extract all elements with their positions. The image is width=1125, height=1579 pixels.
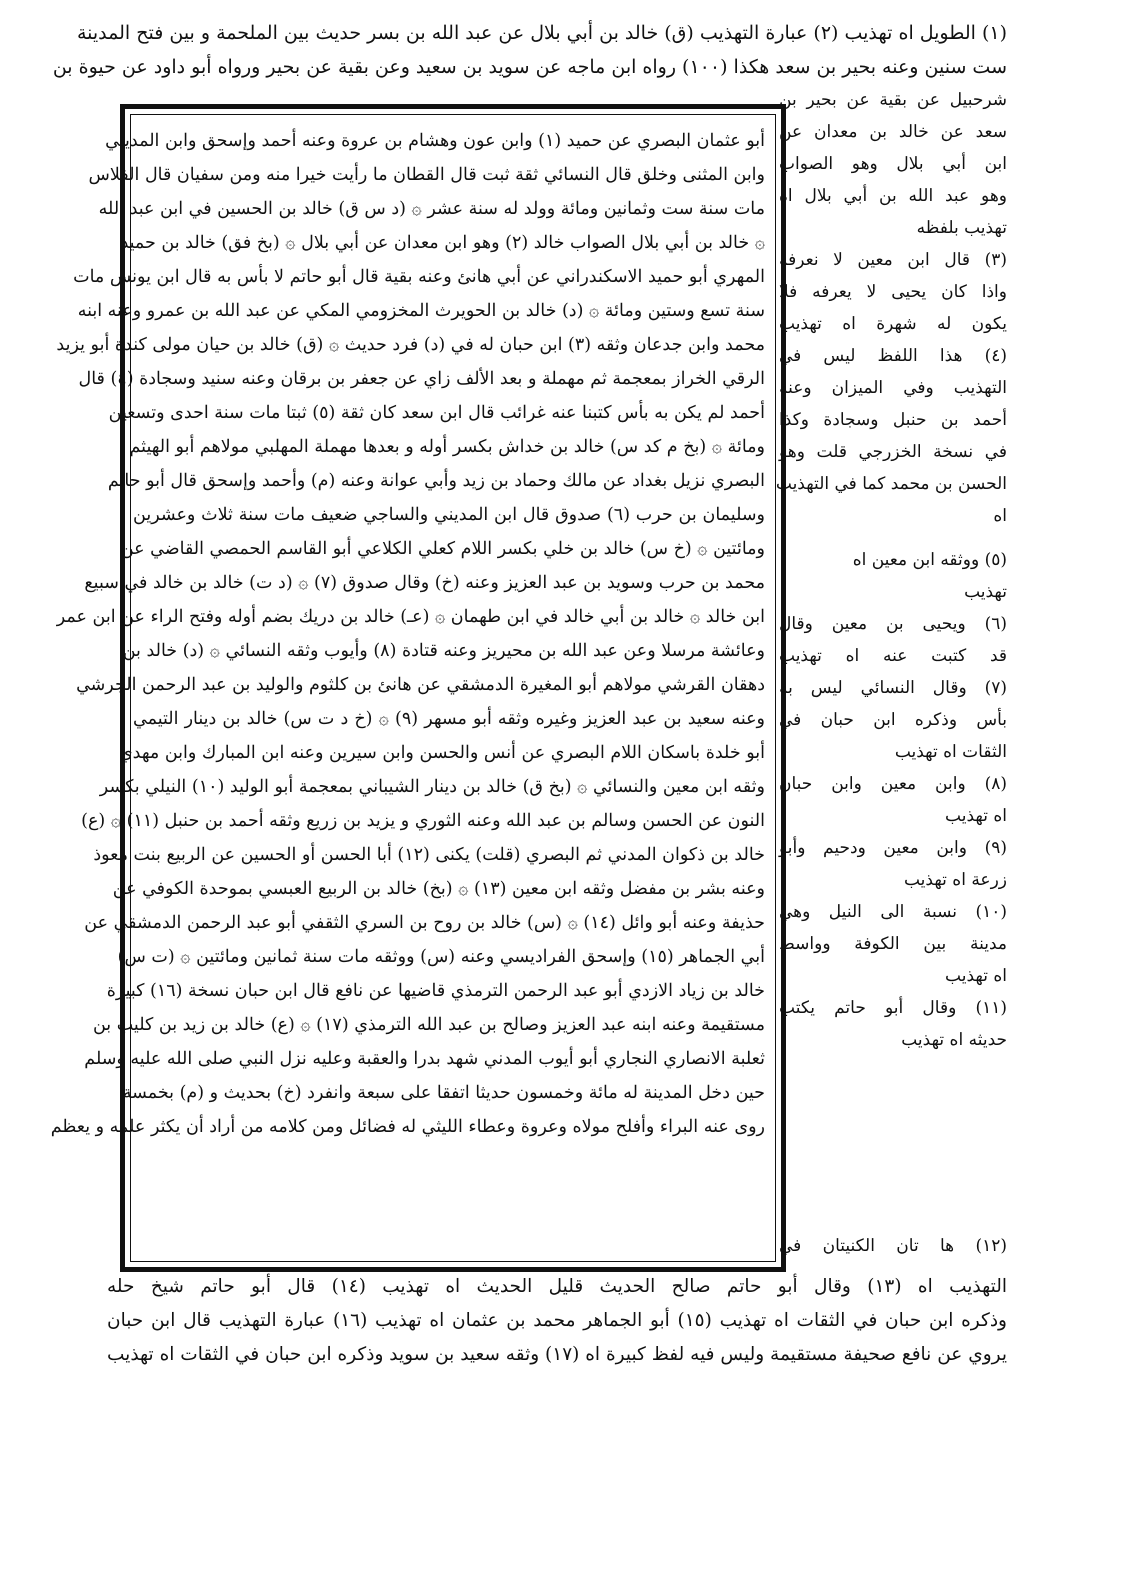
main-line: أبو عثمان البصري عن حميد (١) وابن عون وهشام بن عروة وعنه أحمد وإسحق وابن المديني	[105, 131, 765, 151]
side-note-line: حديثه اه تهذيب	[901, 1030, 1007, 1050]
side-note-line: تهذيب	[964, 582, 1007, 602]
main-line: الرقي الخراز بمعجمة ثم مهملة و بعد الألف زاي عن جعفر بن برقان وعنه سنيد وسجادة (٤) قال	[78, 369, 765, 389]
main-line: أحمد لم يكن به بأس كتبنا عنه غرائب قال ابن سعد كان ثقة (٥) ثبتا مات سنة احدى وتسعين	[108, 403, 765, 423]
main-line: وعنه سعيد بن عبد العزيز وغيره وثقه أبو مسهر (٩) ۞ (خ د ت س) خالد بن دينار التيمي	[133, 709, 765, 729]
main-line: خالد بن ذكوان المدني ثم البصري (قلت) يكنى (١٢) أبا الحسن أو الحسين عن الربيع بنت معوذ	[93, 845, 765, 865]
main-line: وثقه ابن معين والنسائي ۞ (بخ ق) خالد بن دينار الشيباني بمعجمة أبو الوليد (١٠) النيلي بكسر	[99, 777, 765, 797]
main-line: وابن المثنى وخلق قال النسائي ثقة ثبت قال القطان ما رأيت خيرا منه ومن سفيان قال الفلاس	[88, 165, 765, 185]
side-note-line: (٣) قال ابن معين لا نعرفه	[779, 250, 1007, 270]
main-line: ابن خالد ۞ خالد بن أبي خالد في ابن طهمان ۞ (عـ) خالد بن دريك بضم أوله وفتح الراء عن ابن عمر	[56, 607, 765, 627]
side-note-line: (٨) وابن معين وابن حبان	[779, 774, 1007, 794]
side-note-line: قد كتبت عنه اه تهذيب	[779, 646, 1007, 666]
main-line: وسليمان بن حرب (٦) صدوق قال ابن المديني والساجي ضعيف مات سنة ثلاث وعشرين	[133, 505, 765, 525]
main-line: خالد بن زياد الازدي أبو عبد الرحمن الترمذي قاضيها عن نافع قال ابن حبان نسخة (١٦) كبيرة	[106, 981, 765, 1001]
main-line: محمد بن حرب وسويد بن عبد العزيز وعنه (خ) وقال صدوق (٧) ۞ (د ت) خالد بن خالد في سبيع	[84, 573, 765, 593]
main-line: ثعلبة الانصاري النجاري أبو أيوب المدني شهد بدرا والعقبة وعليه نزل النبي صلى الله عليه وسلم	[84, 1049, 765, 1069]
footer-note-line: وذكره ابن حبان في الثقات اه تهذيب (١٥) أبو الجماهر محمد بن عثمان اه تهذيب (١٦) عبارة التهذيب قال ابن حبان	[107, 1310, 1007, 1331]
main-line: سنة تسع وستين ومائة ۞ (د) خالد بن الحويرث المخزومي المكي عن عبد الله بن عمرو وعنه ابنه	[77, 301, 765, 321]
main-line: محمد وابن جدعان وثقه (٣) ابن حبان له في (د) فرد حديث ۞ (ق) خالد بن حيان مولى كندة أبو يزيد	[56, 335, 765, 355]
main-line: ومائتين ۞ (خ س) خالد بن خلي بكسر اللام كعلي الكلاعي أبو القاسم الحمصي القاضي عن	[120, 539, 765, 559]
main-line: النون عن الحسن وسالم بن عبد الله وعنه الثوري و يزيد بن زريع وثقه أحمد بن حنبل (١١) ۞ (ع)	[81, 811, 765, 831]
side-note-line: اه تهذيب	[945, 806, 1007, 826]
side-note-line: التهذيب وفي الميزان وعنه	[779, 378, 1007, 398]
side-note-line: أحمد بن حنبل وسجادة وكذا	[779, 410, 1007, 430]
side-note-line: ابن أبي بلال وهو الصواب	[779, 154, 1007, 174]
main-line: دهقان القرشي مولاهم أبو المغيرة الدمشقي عن هانئ بن كلثوم والوليد بن عبد الرحمن الجرشي	[76, 675, 765, 695]
side-note-line: الثقات اه تهذيب	[894, 742, 1007, 762]
side-note-line: (٧) وقال النسائي ليس به	[779, 678, 1007, 698]
side-note-line: مدينة بين الكوفة وواسط	[779, 934, 1007, 954]
side-note-line: زرعة اه تهذيب	[903, 870, 1007, 890]
main-line: حذيفة وعنه أبو وائل (١٤) ۞ (س) خالد بن روح بن السري الثقفي أبو عبد الرحمن الدمشقي عن	[84, 913, 765, 933]
header-note-line: (١) الطويل اه تهذيب (٢) عبارة التهذيب (ق) خالد بن أبي بلال عن عبد الله بن بسر حديث بين الملحمة و بين فتح المدينة	[76, 22, 1007, 44]
side-note-line: في نسخة الخزرجي قلت وهو	[779, 442, 1007, 462]
side-note-line: (١١) وقال أبو حاتم يكتب	[779, 998, 1007, 1018]
main-line: حين دخل المدينة له مائة وخمسون حديثا اتفقا على سبعة وانفرد (خ) بحديث و (م) بخمسة	[122, 1083, 765, 1103]
side-note-line: واذا كان يحيى لا يعرفه فلا	[779, 282, 1007, 302]
side-note-line: وهو عبد الله بن أبي بلال اه	[779, 186, 1007, 206]
main-line: ومائة ۞ (بخ م كد س) خالد بن خداش بكسر أوله و بعدها مهملة المهلبي مولاهم أبو الهيثم	[129, 437, 765, 457]
main-line: وعنه بشر بن مفضل وثقه ابن معين (١٣) ۞ (بخ) خالد بن الربيع العبسي بموحدة الكوفي عن	[112, 879, 765, 899]
side-note-line: اه	[993, 506, 1007, 526]
main-line: مستقيمة وعنه ابنه عبد العزيز وصالح بن عبد الله الترمذي (١٧) ۞ (ع) خالد بن زيد بن كليب بن	[92, 1015, 765, 1035]
side-note-line: (٩) وابن معين ودحيم وأبو	[779, 838, 1007, 858]
side-note-line: شرحبيل عن بقية عن بحير بن	[779, 90, 1007, 110]
main-line: البصري نزيل بغداد عن مالك وحماد بن زيد وأبي عوانة وعنه (م) وأحمد وإسحق قال أبو حاتم	[107, 471, 765, 491]
side-note-line: سعد عن خالد بن معدان عن	[779, 122, 1007, 142]
side-note-line: (١٠) نسبة الى النيل وهي	[779, 902, 1007, 922]
side-note-line: الحسن بن محمد كما في التهذيب	[775, 474, 1007, 494]
main-line: أبي الجماهر (١٥) وإسحق الفراديسي وعنه (س) ووثقه مات سنة ثمانين ومائتين ۞ (ت س)	[117, 947, 765, 967]
footer-note-line: التهذيب اه (١٣) وقال أبو حاتم صالح الحديث قليل الحديث اه تهذيب (١٤) قال أبو حاتم شيخ حله	[107, 1276, 1007, 1297]
side-note-line: (١٢) ها تان الكنيتان في	[779, 1236, 1007, 1256]
side-note-line: بأس وذكره ابن حبان في	[779, 710, 1007, 730]
side-note-line: (٤) هذا اللفظ ليس في	[779, 346, 1007, 366]
side-note-line: اه تهذيب	[945, 966, 1007, 986]
side-note-line: تهذيب بلفظه	[916, 218, 1007, 238]
main-line: روى عنه البراء وأفلح مولاه وعروة وعطاء الليثي له فضائل ومن كلامه من أراد أن يكثر علمه و يعظم	[50, 1117, 765, 1137]
main-line: وعائشة مرسلا وعن عبد الله بن محيريز وعنه قتادة (٨) وأيوب وثقه النسائي ۞ (د) خالد بن	[122, 641, 765, 661]
main-line: المهري أبو حميد الاسكندراني عن أبي هانئ وعنه بقية قال أبو حاتم لا بأس به قال ابن يونس مات	[73, 267, 765, 287]
side-note-line: يكون له شهرة اه تهذيب	[779, 314, 1007, 334]
main-line: أبو خلدة باسكان اللام البصري عن أنس والحسن وابن سيرين وعنه ابن المبارك وابن مهدي	[118, 743, 765, 763]
main-line: مات سنة ست وثمانين ومائة وولد له سنة عشر ۞ (د س ق) خالد بن الحسين في ابن عبد الله	[98, 199, 765, 219]
side-note-line: (٦) ويحيى بن معين وقال	[779, 614, 1007, 634]
side-note-line: (٥) ووثقه ابن معين اه	[852, 550, 1007, 570]
footer-note-line: يروي عن نافع صحيفة مستقيمة وليس فيه لفظ كبيرة اه (١٧) وثقه سعيد بن سويد وذكره ابن حبان في الثقات اه تهذيب	[107, 1344, 1007, 1365]
main-line: ۞ خالد بن أبي بلال الصواب خالد (٢) وهو ابن معدان عن أبي بلال ۞ (بخ فق) خالد بن حميد	[120, 233, 765, 253]
header-note-line: ست سنين وعنه بحير بن سعد هكذا (١٠٠) رواه ابن ماجه عن سويد بن سعيد وعن بقية عن بحير ورواه أبو داود عن حيوة بن	[52, 56, 1007, 78]
